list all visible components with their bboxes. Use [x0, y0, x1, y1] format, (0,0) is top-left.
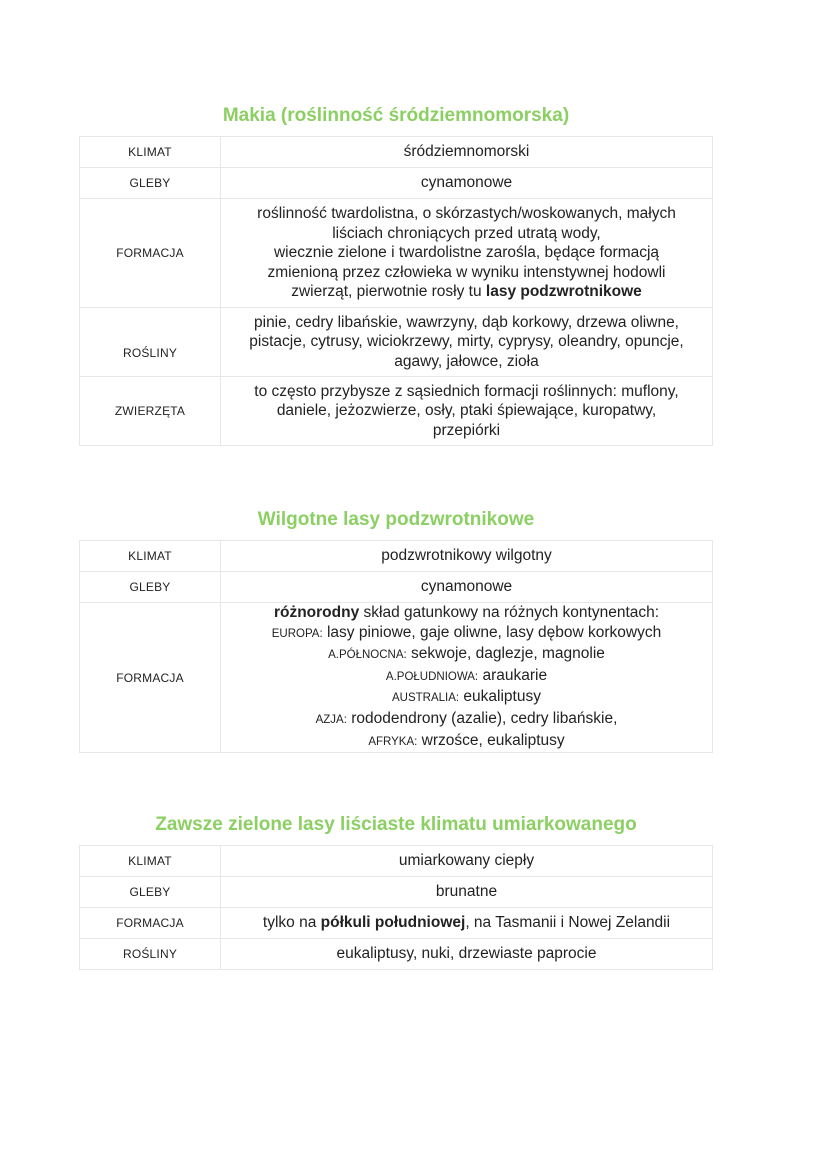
region-label: AUSTRALIA: — [392, 692, 460, 705]
value-line: wiecznie zielone i twardolistne zarośla, będące formacją — [273, 244, 660, 262]
table-row — [80, 603, 713, 753]
row-label: FORMACJA — [80, 603, 221, 753]
value-text: , na Tasmanii i Nowej Zelandii — [465, 914, 671, 932]
region-label: AZJA: — [315, 713, 347, 726]
row-value: brunatne — [221, 877, 713, 908]
row-value: podzwrotnikowy wilgotny — [221, 541, 713, 572]
row-label: GLEBY — [80, 168, 221, 199]
row-label: FORMACJA — [80, 908, 221, 939]
table-row — [80, 939, 713, 970]
row-label: ROŚLINY — [80, 939, 221, 970]
region-label: A.PÓŁNOCNA: — [328, 649, 407, 662]
value-line: to często przybysze z sąsiednich formacji roślinnych: muflony, — [254, 382, 679, 400]
row-value — [221, 908, 713, 939]
section-title: Zawsze zielone lasy liściaste klimatu umiarkowanego — [155, 814, 637, 835]
region-line — [221, 687, 712, 709]
value-emphasis: różnorodny — [273, 604, 360, 621]
region-text: sekwoje, daglezje, magnolie — [406, 645, 605, 663]
table-row — [80, 137, 713, 168]
region-text: wrzośce, eukaliptusy — [417, 731, 565, 749]
zawsze-zielone-table — [79, 845, 713, 970]
row-value: umiarkowany ciepły — [221, 846, 713, 877]
table-row — [80, 541, 713, 572]
region-text: rododendrony (azalie), cedry libańskie, — [346, 709, 618, 727]
row-label: GLEBY — [80, 877, 221, 908]
value-line — [221, 282, 712, 302]
value-text: zwierząt, pierwotnie rosły tu — [291, 283, 486, 301]
table-row — [80, 846, 713, 877]
region-line — [221, 644, 712, 666]
region-text: lasy piniowe, gaje oliwne, lasy dębow korkowych — [322, 623, 662, 641]
value-text: skład gatunkowy na różnych kontynentach: — [359, 604, 660, 621]
table-row — [80, 377, 713, 446]
section-zawsze-zielone — [79, 813, 713, 970]
value-line: pistacje, cytrusy, wiciokrzewy, mirty, cyprysy, oleandry, opuncje, — [249, 333, 684, 351]
region-line — [221, 731, 712, 753]
row-label: ZWIERZĘTA — [80, 377, 221, 446]
row-value: cynamonowe — [221, 168, 713, 199]
region-text: eukaliptusy — [459, 688, 541, 706]
row-label: KLIMAT — [80, 137, 221, 168]
row-value: eukaliptusy, nuki, drzewiaste paprocie — [221, 939, 713, 970]
region-label: A.POŁUDNIOWA: — [385, 670, 479, 683]
row-label: GLEBY — [80, 572, 221, 603]
table-row — [80, 199, 713, 308]
makia-table — [79, 136, 713, 446]
value-line: daniele, jeżozwierze, osły, ptaki śpiewające, kuropatwy, — [276, 402, 657, 420]
region-label: AFRYKA: — [368, 735, 418, 748]
row-value — [221, 199, 713, 308]
row-value — [221, 308, 713, 377]
table-row — [80, 308, 713, 377]
value-line: roślinność twardolistna, o skórzastych/woskowanych, małych — [257, 205, 676, 223]
row-label: KLIMAT — [80, 846, 221, 877]
row-label: ROŚLINY — [80, 308, 221, 377]
value-line: zmienioną przez człowieka w wyniku intenstywnej hodowli — [267, 263, 666, 281]
table-row — [80, 168, 713, 199]
region-text: araukarie — [478, 666, 548, 684]
row-value: śródziemnomorski — [221, 137, 713, 168]
row-label: KLIMAT — [80, 541, 221, 572]
value-line: pinie, cedry libańskie, wawrzyny, dąb korkowy, drzewa oliwne, — [254, 313, 679, 331]
table-row — [80, 572, 713, 603]
section-wilgotne — [79, 508, 713, 753]
row-value — [221, 603, 713, 753]
region-line — [221, 666, 712, 688]
value-emphasis: półkuli południowej — [320, 914, 466, 932]
value-text: tylko na — [262, 914, 321, 932]
table-row — [80, 908, 713, 939]
value-line: liściach chroniących przed utratą wody, — [332, 224, 601, 242]
value-emphasis: lasy podzwrotnikowe — [485, 283, 642, 301]
section-makia — [79, 104, 713, 446]
row-value — [221, 377, 713, 446]
row-value: cynamonowe — [221, 572, 713, 603]
section-title: Makia (roślinność śródziemnomorska) — [222, 105, 570, 126]
row-label: FORMACJA — [80, 199, 221, 308]
wilgotne-table — [79, 540, 713, 753]
value-line: agawy, jałowce, zioła — [394, 352, 539, 370]
value-line: przepiórki — [432, 421, 501, 439]
section-title: Wilgotne lasy podzwrotnikowe — [257, 509, 535, 530]
region-line — [221, 623, 712, 645]
table-row — [80, 877, 713, 908]
region-label: EUROPA: — [271, 627, 323, 640]
region-line — [221, 709, 712, 731]
value-line — [221, 603, 712, 623]
